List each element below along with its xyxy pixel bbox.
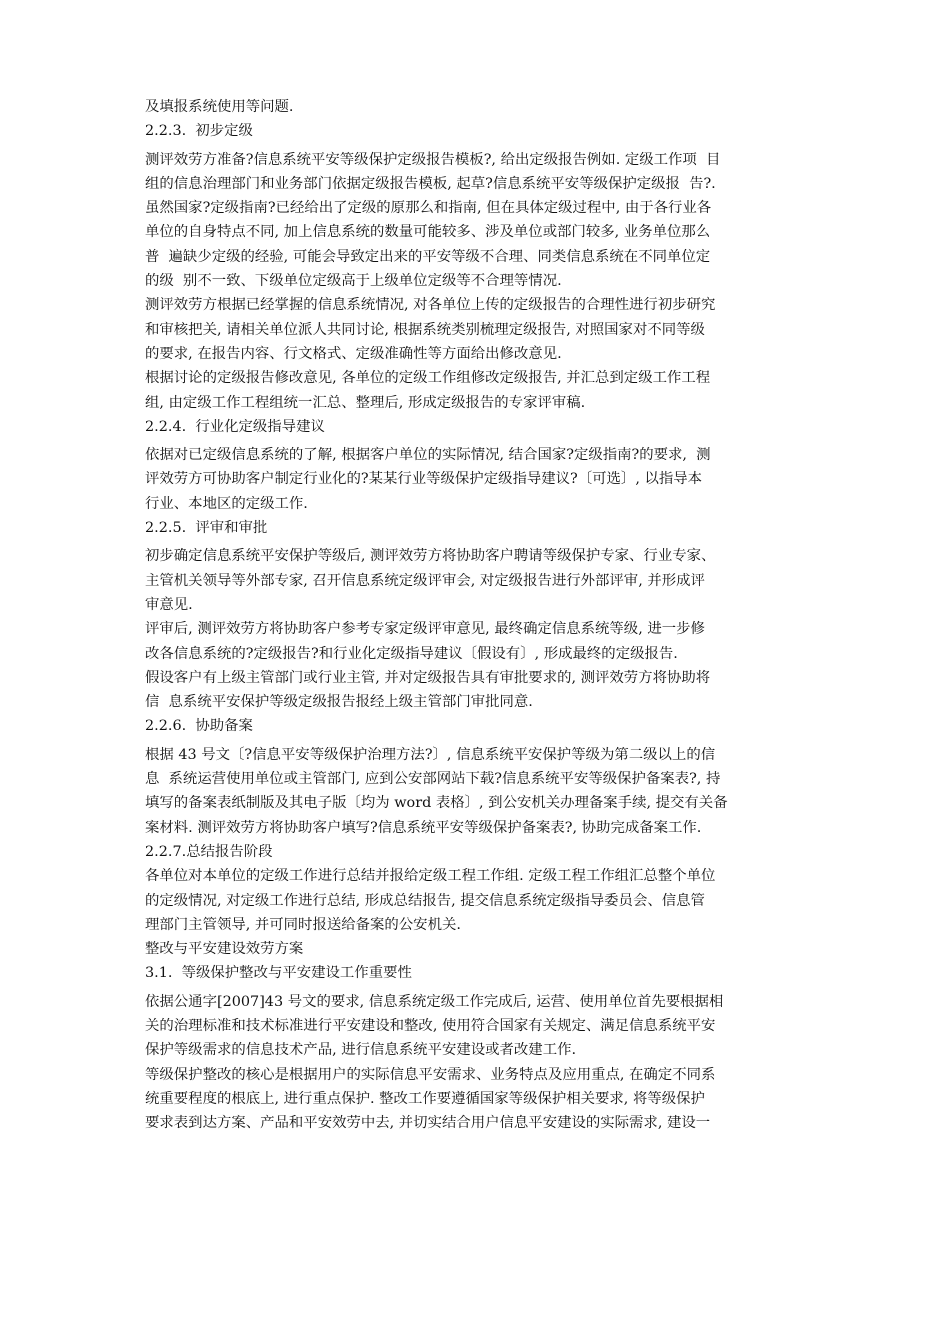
document-page (145, 95, 820, 1135)
text-line: 测评效劳方准备?信息系统平安等级保护定级报告模板?, 给出定级报告例如. 定级工作项 目 (145, 151, 721, 168)
paragraph (145, 544, 820, 617)
paragraph (145, 443, 820, 516)
text-line: 理部门主管领导, 并可同时报送给备案的公安机关. (145, 916, 461, 933)
paragraph (145, 617, 820, 666)
text-line: 保护等级需求的信息技术产品, 进行信息系统平安建设或者改建工作. (145, 1042, 577, 1059)
section-title: 2.2.7.总结报告阶段 (145, 843, 273, 860)
paragraph (145, 95, 820, 119)
text-line: 等级保护整改的核心是根据用户的实际信息平安需求、业务特点及应用重点, 在确定不同系 (145, 1066, 716, 1083)
text-line: 信 息系统平安保护等级定级报告报经上级主管部门审批同意. (145, 694, 533, 711)
paragraph (145, 864, 820, 937)
text-line: 的要求, 在报告内容、行文格式、定级准确性等方面给出修改意见. (145, 345, 562, 362)
text-line: 各单位对本单位的定级工作进行总结并报给定级工程工作组. 定级工程工作组汇总整个单位 (145, 868, 716, 885)
section-heading: 3.1. 等级保护整改与平安建设工作重要性 (145, 965, 412, 982)
text-line: 的级 别不一致、下级单位定级高于上级单位定级等不合理等情况. (145, 273, 562, 290)
text-line: 组, 由定级工作工程组统一汇总、整理后, 形成定级报告的专家评审稿. (145, 394, 586, 411)
text-line: 关的治理标准和技术标准进行平安建设和整改, 使用符合国家有关规定、满足信息系统平安 (145, 1017, 716, 1034)
text-line: 的定级情况, 对定级工作进行总结, 形成总结报告, 提交信息系统定级指导委员会、信息管 (145, 892, 705, 909)
text-line: 要求表到达方案、产品和平安效劳中去, 并切实结合用户信息平安建设的实际需求, 建设一 (145, 1115, 711, 1132)
section-heading: 2.2.6. 协助备案 (145, 718, 253, 735)
text-line: 评审后, 测评效劳方将协助客户参考专家定级评审意见, 最终确定信息系统等级, 进一步修 (145, 621, 705, 638)
text-line: 假设客户有上级主管部门或行业主管, 并对定级报告具有审批要求的, 测评效劳方将协助将 (145, 669, 711, 686)
text-line: 虽然国家?定级指南?已经给出了定级的原那么和指南, 但在具体定级过程中, 由于各行业各 (145, 200, 712, 217)
paragraph (145, 666, 820, 715)
section-heading: 2.2.5. 评审和审批 (145, 520, 268, 537)
text-line: 和审核把关, 请相关单位派人共同讨论, 根据系统类别梳理定级报告, 对照国家对不同等级 (145, 321, 705, 338)
paragraph (145, 293, 820, 366)
text-line: 普 遍缺少定级的经验, 可能会导致定出来的平安等级不合理、同类信息系统在不同单位定 (145, 248, 711, 265)
paragraph (145, 990, 820, 1063)
text-line: 评效劳方可协助客户制定行业化的?某某行业等级保护定级指导建议?〔可选〕, 以指导本 (145, 471, 703, 488)
text-line: 依据公通字[2007]43 号文的要求, 信息系统定级工作完成后, 运营、使用单位首先要根据相 (145, 993, 724, 1010)
paragraph (145, 1063, 820, 1136)
text-line: 审意见. (145, 596, 193, 613)
text-line: 根据 43 号文〔?信息平安等级保护治理方法?〕, 信息系统平安保护等级为第二级以上的信 (145, 746, 716, 763)
text-line: 填写的备案表纸制版及其电子版〔均为 word 表格〕, 到公安机关办理备案手续, 提交有关备 (145, 795, 728, 812)
text-line: 案材料. 测评效劳方将协助客户填写?信息系统平安等级保护备案表?, 协助完成备案工作. (145, 819, 702, 836)
text-line: 主管机关领导等外部专家, 召开信息系统定级评审会, 对定级报告进行外部评审, 并形成评 (145, 572, 705, 589)
section-heading: 2.2.3. 初步定级 (145, 123, 253, 140)
text-line: 依据对已定级信息系统的了解, 根据客户单位的实际情况, 结合国家?定级指南?的要求, 测 (145, 447, 711, 464)
paragraph (145, 743, 820, 840)
paragraph (145, 148, 820, 294)
text-line: 测评效劳方根据已经掌握的信息系统情况, 对各单位上传的定级报告的合理性进行初步研究 (145, 297, 716, 314)
section-heading: 2.2.4. 行业化定级指导建议 (145, 418, 325, 435)
text-line: 改各信息系统的?定级报告?和行业化定级指导建议〔假设有〕, 形成最终的定级报告. (145, 645, 678, 662)
paragraph (145, 366, 820, 415)
text-line: 行业、本地区的定级工作. (145, 495, 308, 512)
text-line: 单位的自身特点不同, 加上信息系统的数量可能较多、涉及单位或部门较多, 业务单位那么 (145, 224, 711, 241)
text-line: 统重要程度的根底上, 进行重点保护. 整改工作要遵循国家等级保护相关要求, 将等级保护 (145, 1090, 705, 1107)
text-line: 组的信息治理部门和业务部门依据定级报告模板, 起草?信息系统平安等级保护定级报 告?. (145, 175, 716, 192)
text-line: 根据讨论的定级报告修改意见, 各单位的定级工作组修改定级报告, 并汇总到定级工作工程 (145, 370, 711, 387)
text-line: 初步确定信息系统平安保护等级后, 测评效劳方将协助客户聘请等级保护专家、行业专家、 (145, 548, 716, 565)
text-line: 息 系统运营使用单位或主管部门, 应到公安部网站下载?信息系统平安等级保护备案表?, 持 (145, 771, 721, 788)
text-line: 及填报系统使用等问题. (145, 99, 294, 115)
section-title: 整改与平安建设效劳方案 (145, 941, 304, 958)
